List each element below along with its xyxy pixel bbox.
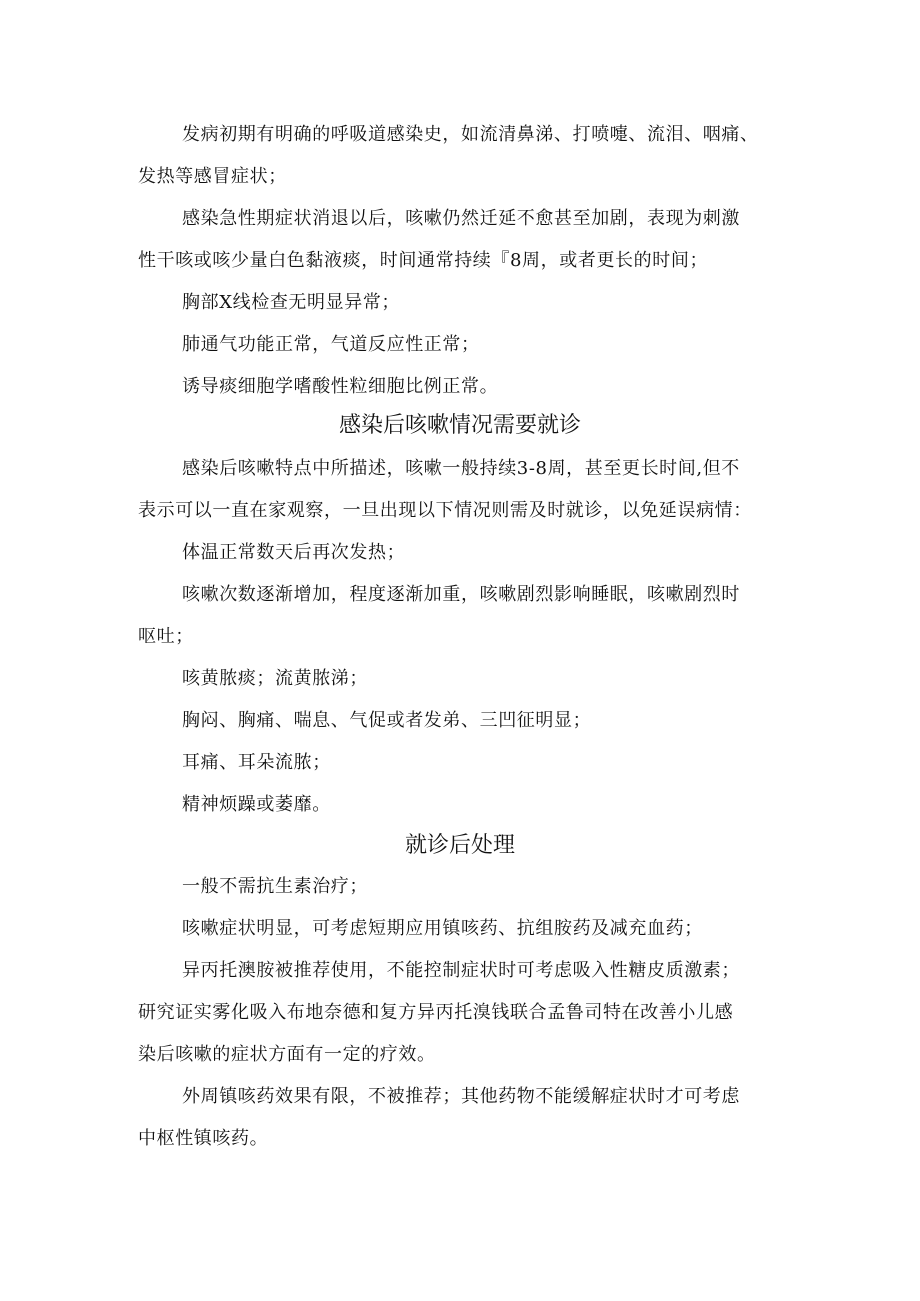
paragraph <box>138 366 798 408</box>
text-line: 外周镇咳药效果有限，不被推荐；其他药物不能缓解症状时才可考虑 <box>182 1086 740 1107</box>
paragraph <box>138 198 798 282</box>
paragraph <box>138 114 798 198</box>
text-line: 表示可以一直在家观察，一旦出现以下情况则需及时就诊，以免延误病情： <box>138 500 752 521</box>
paragraph <box>138 866 798 908</box>
text-line: 中枢性镇咳药。 <box>138 1128 269 1149</box>
paragraph <box>138 282 798 324</box>
paragraph <box>138 324 798 366</box>
section-heading: 就诊后处理 <box>404 833 515 858</box>
text-line: 发热等感冒症状； <box>138 166 287 187</box>
text-line: 咳黄脓痰；流黄脓涕； <box>182 668 368 689</box>
section-heading: 感染后咳嗽情况需要就诊 <box>338 413 581 438</box>
text-line: 耳痛、耳朵流脓； <box>182 752 331 773</box>
text-line: 呕吐； <box>138 626 194 647</box>
paragraph <box>138 742 798 784</box>
paragraph <box>138 784 798 826</box>
text-line: 胸闷、胸痛、喘息、气促或者发弟、三凹征明显； <box>182 710 592 731</box>
text-line: 研究证实雾化吸入布地奈德和复方异丙托溴钱联合孟鲁司特在改善小儿感 <box>138 1002 734 1023</box>
text-line: 一般不需抗生素治疗； <box>182 876 368 897</box>
text-line: 感染急性期症状消退以后，咳嗽仍然迁延不愈甚至加剧，表现为刺激 <box>182 208 740 229</box>
paragraph <box>138 448 798 532</box>
paragraph <box>138 908 798 950</box>
paragraph <box>138 532 798 574</box>
text-line: 肺通气功能正常，气道反应性正常； <box>182 334 480 355</box>
paragraph <box>138 574 798 658</box>
text-line: 性干咳或咳少量白色黏液痰，时间通常持续『8周，或者更长的时间； <box>138 250 709 271</box>
paragraph <box>138 950 798 1076</box>
text-line: 染后咳嗽的症状方面有一定的疗效。 <box>138 1044 436 1065</box>
text-line: 体温正常数天后再次发热； <box>182 542 406 563</box>
text-line: 异丙托澳胺被推荐使用，不能控制症状时可考虑吸入性糖皮质激素； <box>182 960 740 981</box>
paragraph <box>138 1076 798 1160</box>
paragraph <box>138 700 798 742</box>
text-line: 精神烦躁或萎靡。 <box>182 794 331 815</box>
text-line: 诱导痰细胞学嗜酸性粒细胞比例正常。 <box>182 376 499 397</box>
paragraph <box>138 658 798 700</box>
text-line: 发病初期有明确的呼吸道感染史，如流清鼻涕、打喷嚏、流泪、咽痛、 <box>182 124 759 145</box>
text-line: 咳嗽次数逐渐增加，程度逐渐加重，咳嗽剧烈影响睡眠，咳嗽剧烈时 <box>182 584 740 605</box>
text-line: 感染后咳嗽特点中所描述，咳嗽一般持续3-8周，甚至更长时间,但不 <box>182 458 740 479</box>
text-line: 咳嗽症状明显，可考虑短期应用镇咳药、抗组胺药及减充血药； <box>182 918 703 939</box>
text-line: 胸部X线检查无明显异常； <box>182 292 401 313</box>
